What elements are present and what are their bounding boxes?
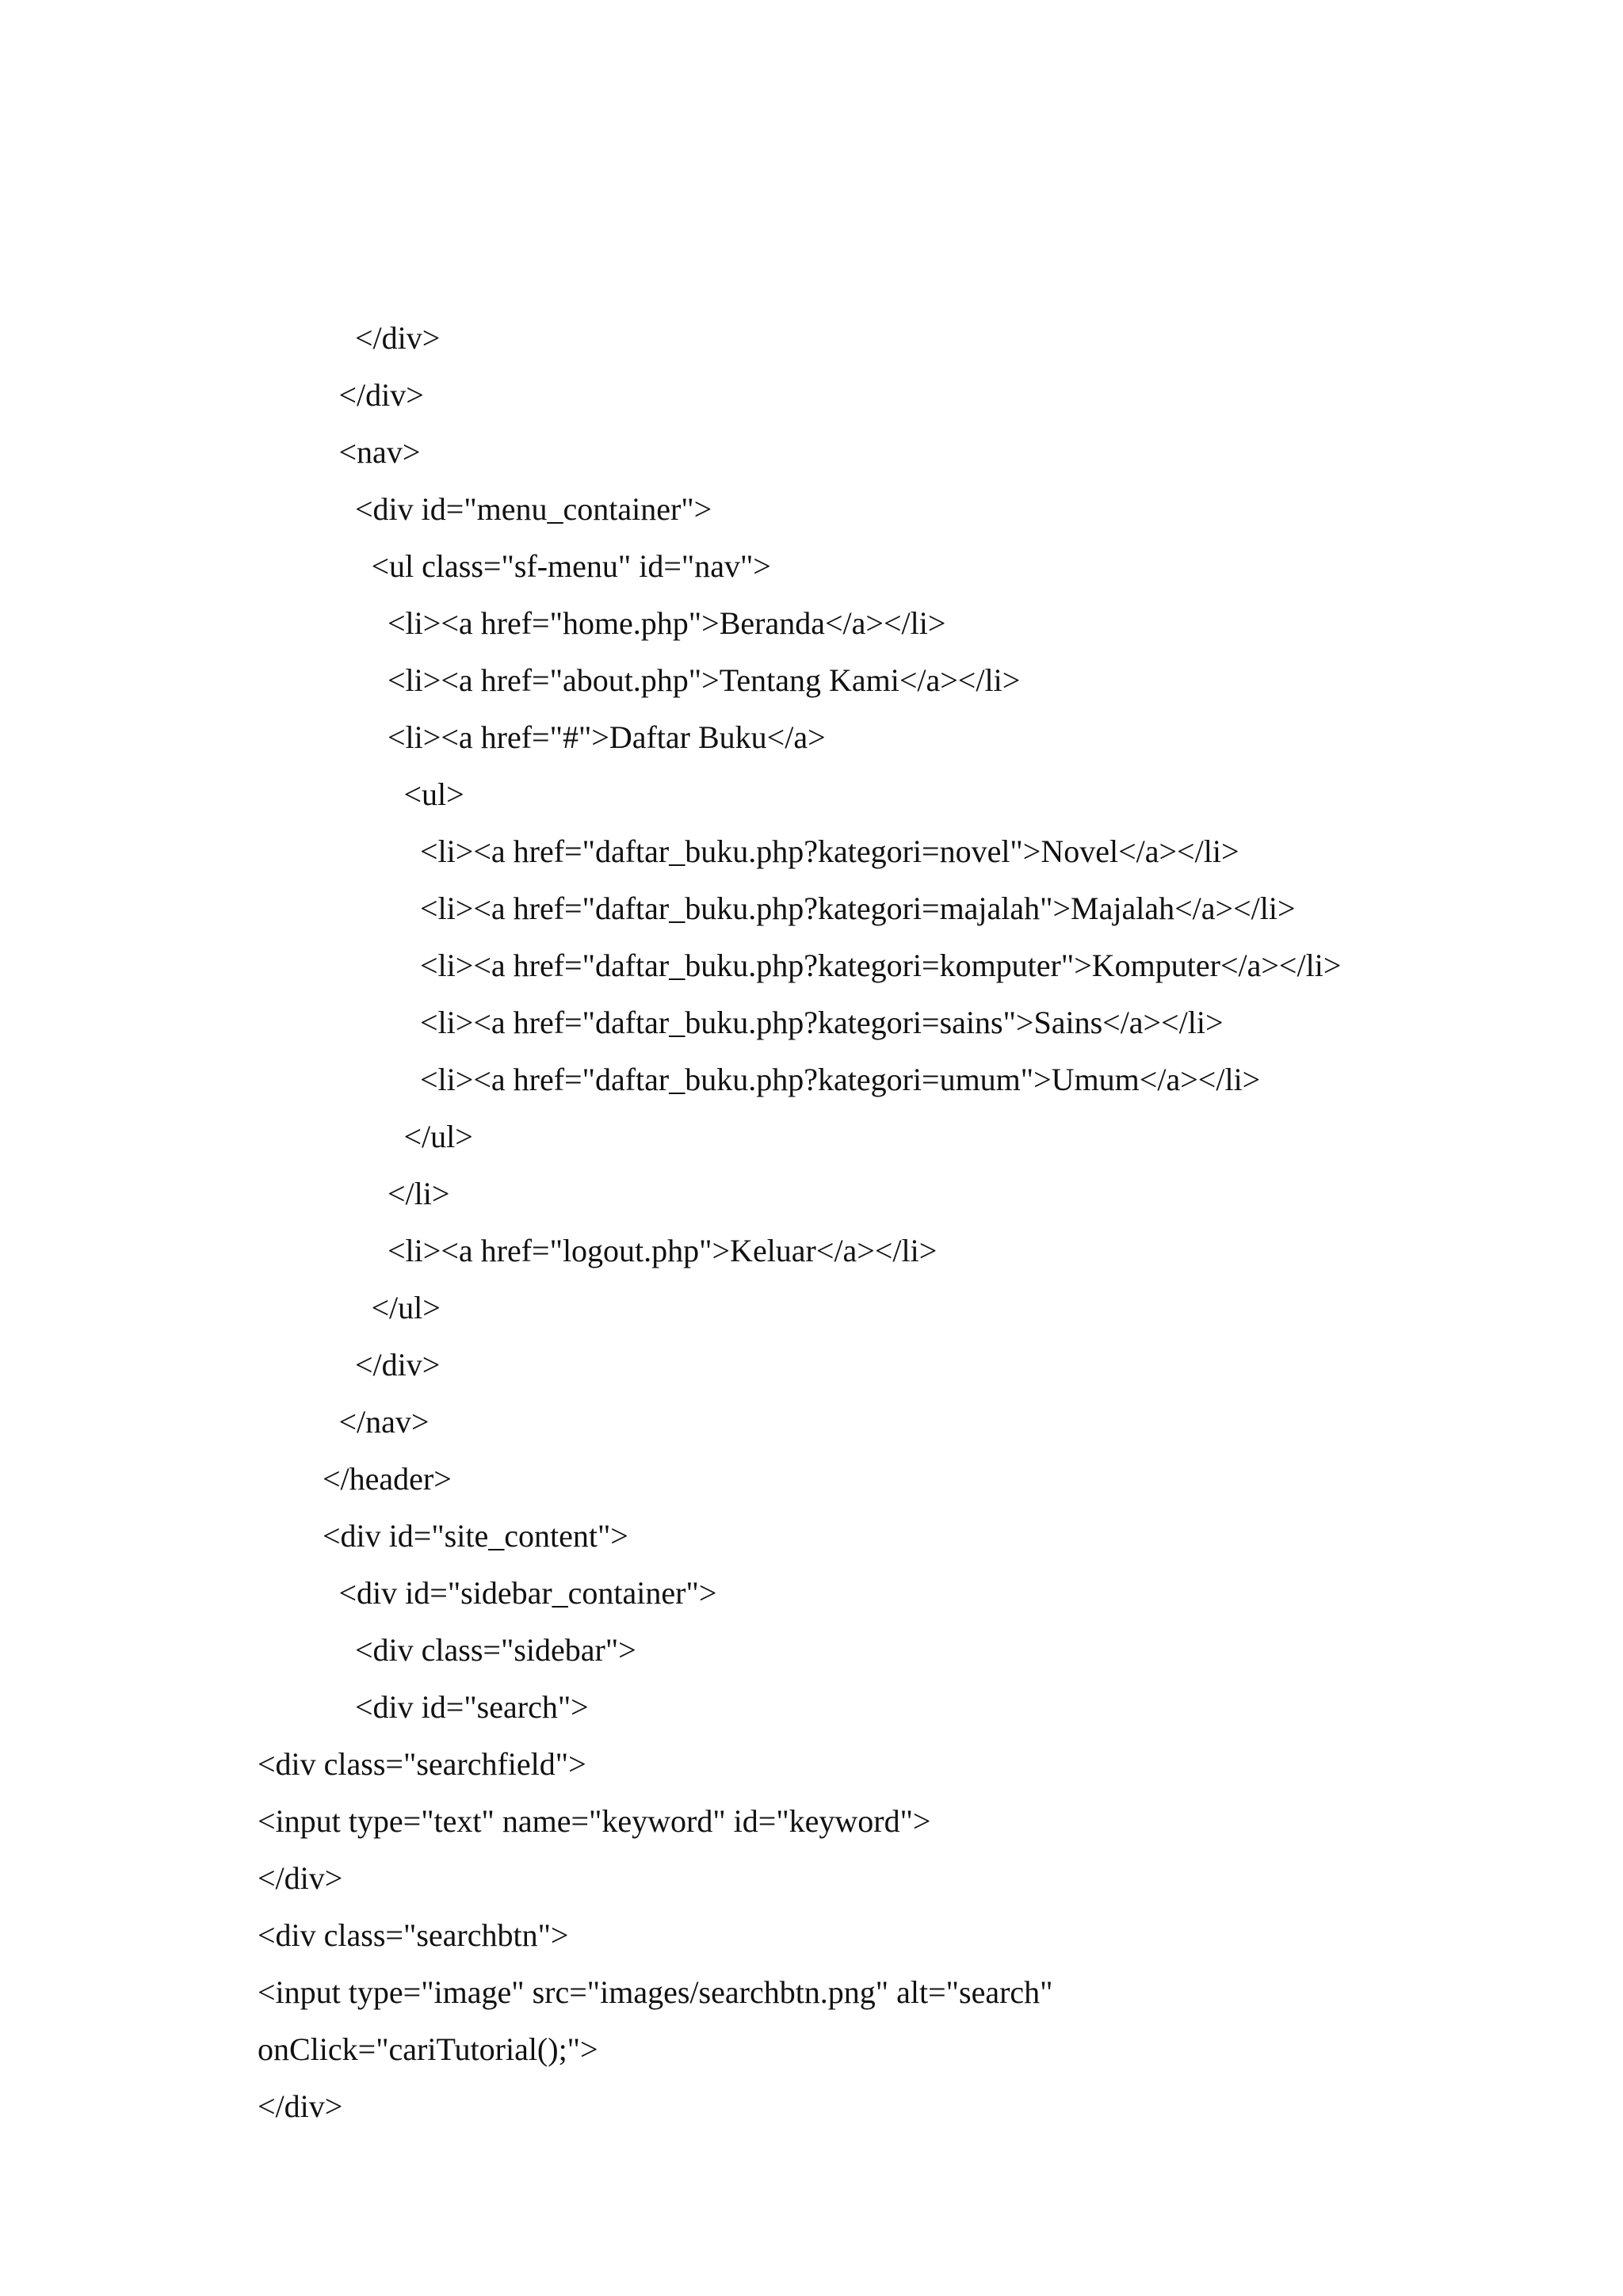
code-line: </div> [355, 320, 441, 356]
code-line: </div> [258, 2088, 343, 2124]
code-line: <li><a href="logout.php">Keluar</a></li> [388, 1233, 938, 1268]
code-line: </div> [355, 1347, 441, 1383]
code-line: <li><a href="daftar_buku.php?kategori=majalah">Majalah</a></li> [420, 891, 1296, 926]
code-line: <div id="search"> [355, 1689, 589, 1725]
code-line: <input type="text" name="keyword" id="keyword"> [258, 1803, 931, 1839]
code-line: <div id="sidebar_container"> [338, 1575, 717, 1611]
code-line: <ul> [403, 776, 464, 812]
code-line: <div class="sidebar"> [355, 1632, 636, 1668]
code-line: <div id="menu_container"> [355, 491, 712, 527]
code-line: <li><a href="daftar_buku.php?kategori=umum">Umum</a></li> [420, 1062, 1261, 1097]
code-line: <li><a href="daftar_buku.php?kategori=novel">Novel</a></li> [420, 833, 1239, 869]
code-line: <div class="searchfield"> [258, 1746, 586, 1782]
code-line: <li><a href="daftar_buku.php?kategori=komputer">Komputer</a></li> [420, 948, 1342, 983]
code-line: <li><a href="daftar_buku.php?kategori=sains">Sains</a></li> [420, 1005, 1224, 1040]
code-line: </ul> [371, 1290, 441, 1325]
code-line: <div id="site_content"> [323, 1518, 628, 1554]
code-line: </li> [388, 1176, 450, 1211]
code-line: <input type="image" src="images/searchbtn.png" alt="search" [258, 1974, 1053, 2010]
code-line: <li><a href="home.php">Beranda</a></li> [388, 605, 946, 641]
code-line: <ul class="sf-menu" id="nav"> [371, 548, 771, 584]
code-line: </div> [258, 1860, 343, 1896]
code-line: </nav> [338, 1404, 430, 1440]
code-line: <div class="searchbtn"> [258, 1917, 569, 1953]
code-line: <li><a href="#">Daftar Buku</a> [388, 719, 826, 755]
code-line: <li><a href="about.php">Tentang Kami</a></li> [388, 662, 1021, 698]
code-line: </header> [323, 1461, 452, 1497]
code-line: <nav> [338, 434, 421, 470]
code-line: </ul> [403, 1119, 473, 1154]
code-line: </div> [338, 377, 424, 413]
code-line: onClick="cariTutorial();"> [258, 2031, 598, 2067]
